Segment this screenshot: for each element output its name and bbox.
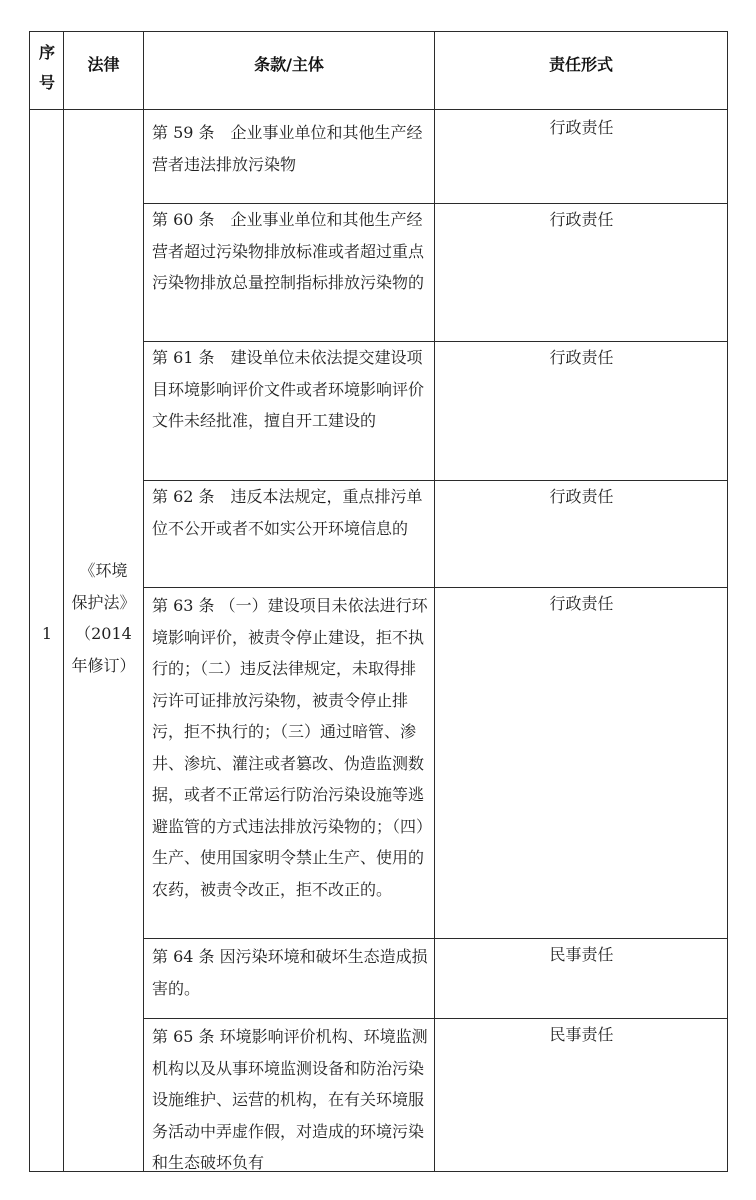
clause-62: 第 62 条 违反本法规定，重点排污单位不公开或者不如实公开环境信息的 [152,487,423,538]
clause-63: 第 63 条 （一）建设项目未依法进行环境影响评价，被责令停止建设，拒不执行的；（二）违反法律规定，未取得排污许可证排放污染物，被责令停止排污，拒不执行的；（三）通过暗管、渗井、渗坑、灌注或者篡改、伪造监测数据，或者不正常运行防治污染设施等逃避监管的方式违法排放污染物的；（四）生产、使用国家明令禁止生产、使用的农药，被责令改正，拒不改正的。 [152,596,428,899]
law-name-line-2: 保护法》 [71,592,136,612]
law-name-line-4: 年修订） [71,655,136,675]
table-border-bottom [29,1171,728,1172]
responsibility-61: 行政责任 [549,348,614,367]
clause-65: 第 65 条 环境影响评价机构、环境监测机构以及从事环境监测设备和防治污染设施维护、运营的机构，在有关环境服务活动中弄虚作假，对造成的环境污染和生态破坏负有 [152,1027,428,1171]
clause-60: 第 60 条 企业事业单位和其他生产经营者超过污染物排放标准或者超过重点污染物排放总量控制指标排放污染物的 [152,210,425,292]
header-responsibility: 责任形式 [548,55,613,74]
header-law: 法律 [87,55,120,74]
responsibility-59: 行政责任 [549,118,614,137]
header-seq [30,38,64,98]
law-name-line-3: （2014 [75,624,132,643]
responsibility-64: 民事责任 [549,945,614,964]
law-name-line-1: 《环境 [79,561,128,580]
clause-59: 第 59 条 企业事业单位和其他生产经营者违法排放污染物 [152,123,423,174]
clause-61: 第 61 条 建设单位未依法提交建设项目环境影响评价文件或者环境影响评价文件未经批准，擅自开工建设的 [152,348,425,430]
responsibility-63: 行政责任 [549,594,614,613]
header-seq-line1: 序 [38,43,55,62]
table-border-left [29,31,30,1172]
law-name [64,555,143,681]
responsibility-60: 行政责任 [549,210,614,229]
table-border-top [29,31,728,32]
row-seq-number: 1 [41,624,53,643]
responsibility-65: 民事责任 [549,1025,614,1044]
header-clause: 条款/主体 [254,55,324,74]
clause-64: 第 64 条 因污染环境和破坏生态造成损害的。 [152,947,428,998]
responsibility-62: 行政责任 [549,487,614,506]
header-bottom-line [29,109,728,110]
header-seq-line2: 号 [38,73,55,92]
